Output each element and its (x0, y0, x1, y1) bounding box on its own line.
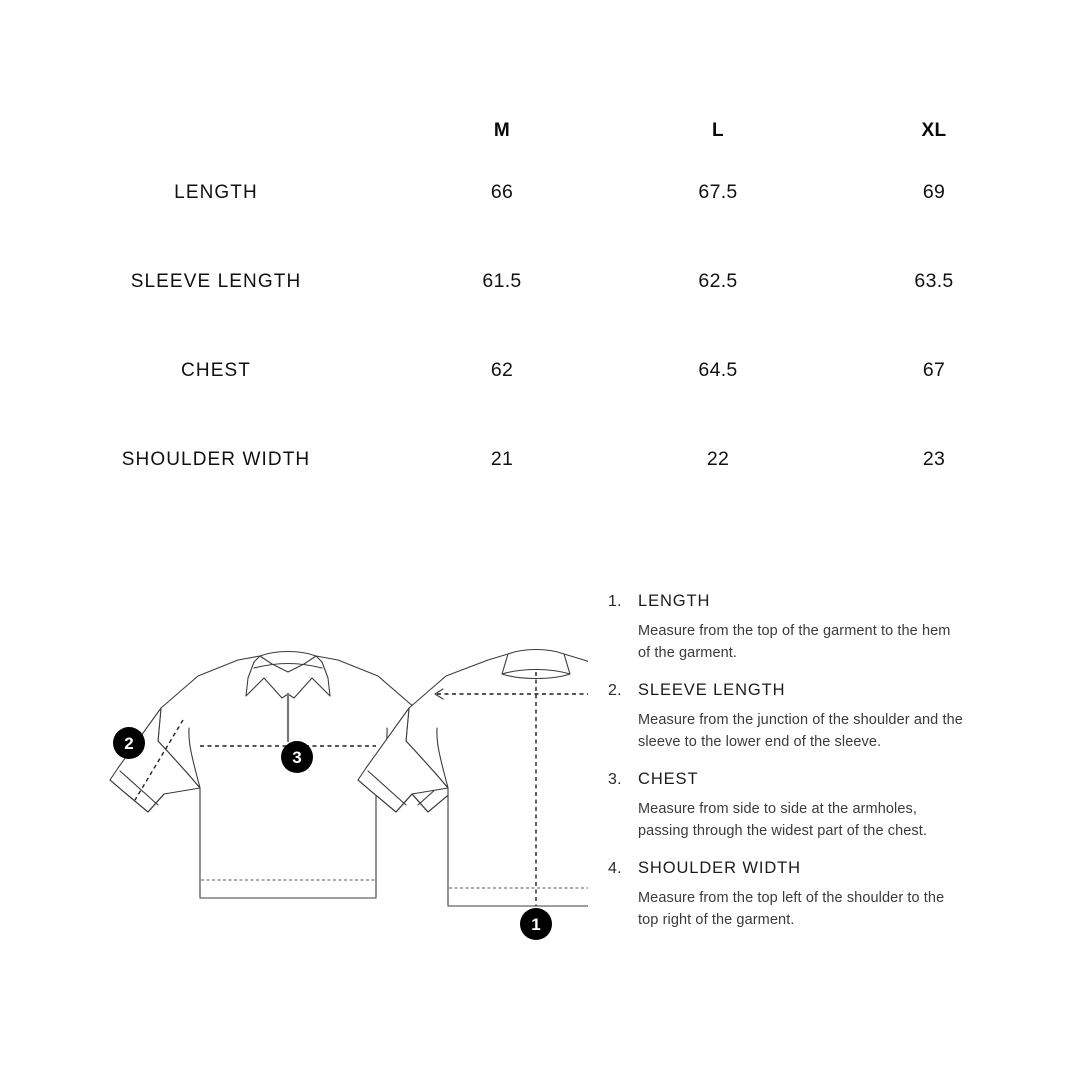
size-header-m: M (493, 120, 511, 141)
instruction-heading (608, 592, 966, 611)
cell-shoulder-width-xl: 23 (922, 448, 946, 470)
table-header (38, 0, 1042, 148)
instruction-item-shoulder-width (608, 859, 966, 931)
table-row (38, 148, 1042, 237)
cell-length-m: 66 (490, 181, 514, 203)
cell-sleeve-length-xl: 63.5 (914, 270, 954, 292)
instruction-title: SHOULDER WIDTH (638, 859, 801, 877)
instruction-number: 4. (608, 860, 622, 877)
cell-length-xl: 69 (922, 181, 946, 203)
instruction-number: 2. (608, 682, 622, 699)
marker-label: 3 (292, 748, 302, 767)
instruction-body: Measure from side to side at the armholes, passing through the widest part of the chest. (638, 801, 928, 839)
instruction-item-chest (608, 770, 966, 842)
row-label-sleeve-length: SLEEVE LENGTH (130, 270, 302, 292)
cell-chest-l: 64.5 (698, 359, 738, 381)
cell-sleeve-length-l: 62.5 (698, 270, 738, 292)
marker-3-chest (281, 741, 313, 773)
marker-label: 1 (531, 915, 541, 934)
instruction-heading (608, 859, 966, 878)
measurements-table (38, 0, 1042, 504)
marker-2-sleeve-length (113, 727, 145, 759)
instruction-heading (608, 770, 966, 789)
measurement-column-header (38, 0, 394, 148)
row-label-shoulder-width: SHOULDER WIDTH (121, 448, 311, 470)
instruction-body: Measure from the top of the garment to the hem of the garment. (638, 623, 951, 661)
instruction-body: Measure from the top left of the shoulder to the top right of the garment. (638, 890, 945, 928)
marker-1-length (520, 908, 552, 940)
instruction-heading (608, 681, 966, 700)
row-label-chest: CHEST (181, 359, 251, 381)
table-row (38, 237, 1042, 326)
instruction-item-sleeve-length (608, 681, 966, 753)
cell-shoulder-width-m: 21 (490, 448, 514, 470)
cell-chest-xl: 67 (922, 359, 946, 381)
instruction-item-length (608, 592, 966, 664)
table-header-row (38, 0, 1042, 148)
instruction-title: SLEEVE LENGTH (638, 681, 786, 699)
instruction-number: 3. (608, 771, 622, 788)
cell-chest-m: 62 (490, 359, 514, 381)
instruction-number: 1. (608, 593, 622, 610)
table-body (38, 148, 1042, 504)
garment-diagrams (88, 628, 588, 958)
cell-sleeve-length-m: 61.5 (482, 270, 522, 292)
row-label-length: LENGTH (174, 181, 258, 203)
cell-shoulder-width-l: 22 (706, 448, 730, 470)
instruction-title: CHEST (638, 770, 699, 788)
table-row (38, 415, 1042, 504)
cell-length-l: 67.5 (698, 181, 738, 203)
marker-label: 2 (124, 734, 134, 753)
measurement-instructions-panel (568, 568, 972, 972)
table-row (38, 326, 1042, 415)
instruction-title: LENGTH (638, 592, 711, 610)
instruction-body: Measure from the junction of the shoulder and the sleeve to the lower end of the sleeve. (638, 712, 963, 750)
size-header-l: L (711, 120, 724, 141)
size-header-xl: XL (921, 120, 947, 141)
